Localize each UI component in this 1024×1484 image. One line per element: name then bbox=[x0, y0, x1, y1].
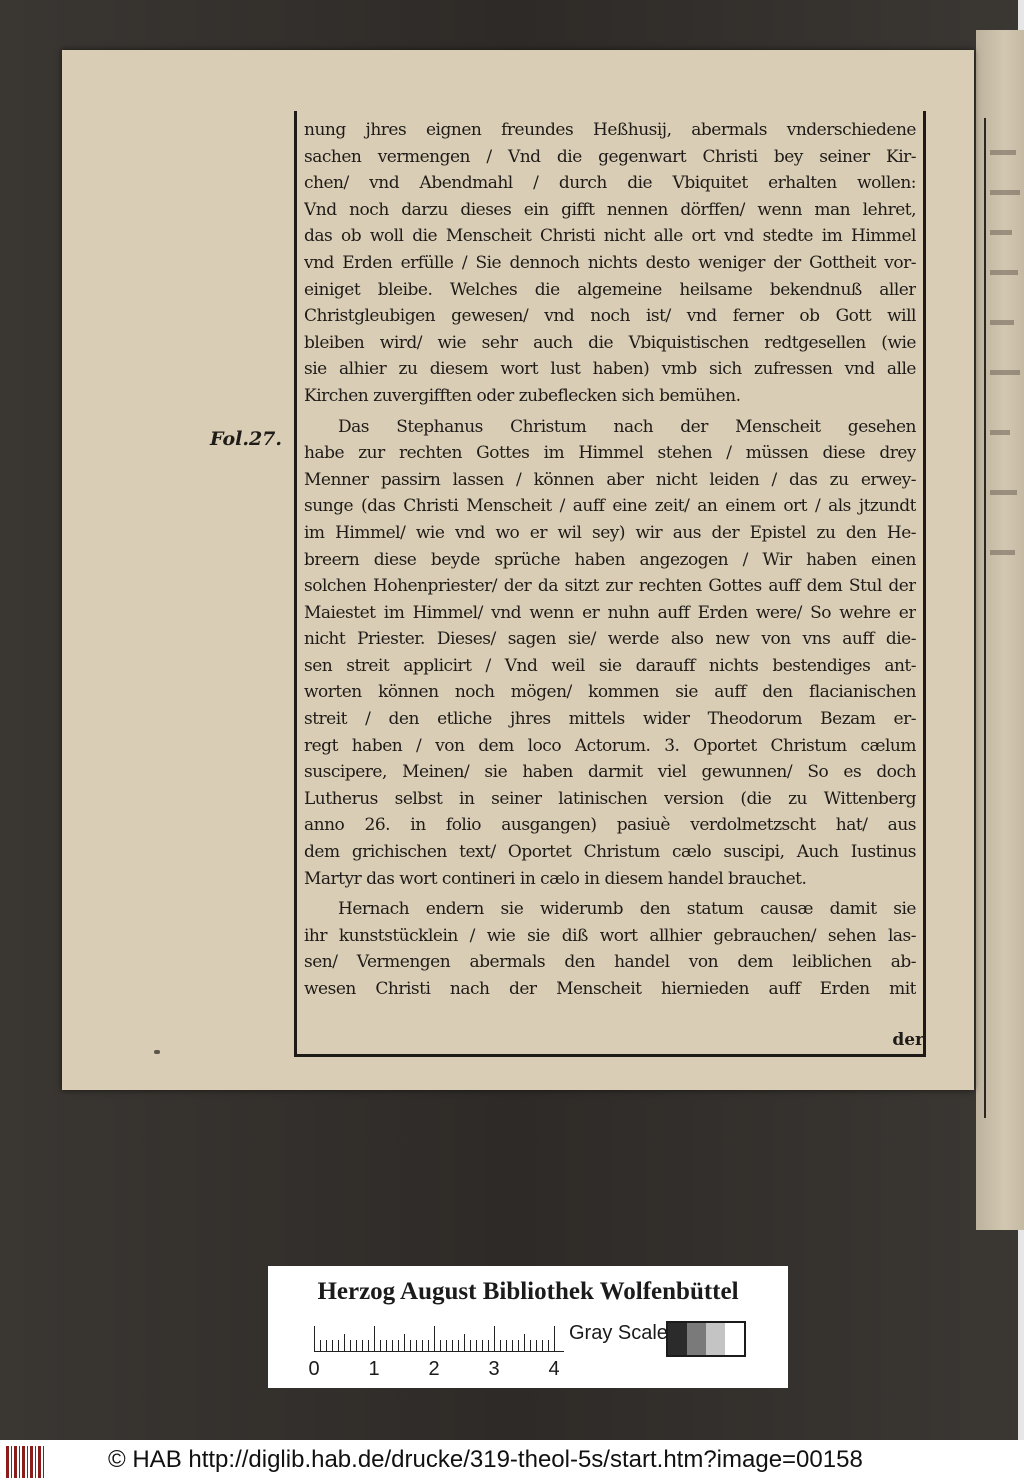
ruler-tick bbox=[326, 1340, 327, 1352]
gray-swatch bbox=[687, 1323, 706, 1355]
ruler-baseline bbox=[314, 1351, 564, 1352]
ruler-tick bbox=[332, 1340, 333, 1352]
ruler-tick bbox=[404, 1334, 405, 1352]
margin-note: Fol.27. bbox=[210, 428, 283, 450]
text-line: Christgleubigen gewesen/ vnd noch ist/ vnd ferner ob Gott will bbox=[304, 306, 916, 327]
ruler-tick bbox=[548, 1340, 549, 1352]
ruler-tick bbox=[338, 1340, 339, 1352]
ruler-tick bbox=[320, 1340, 321, 1352]
ruler-tick bbox=[428, 1340, 429, 1352]
text-line: bleiben wird/ wie sehr auch die Vbiquistischen redtgesellen (wie bbox=[304, 332, 916, 353]
ink-speck bbox=[154, 1050, 160, 1054]
ruler-tick bbox=[368, 1340, 369, 1352]
ruler-tick bbox=[446, 1340, 447, 1352]
ruler-number: 2 bbox=[428, 1358, 440, 1380]
ruler-tick bbox=[470, 1340, 471, 1352]
ruler-number: 4 bbox=[548, 1358, 560, 1380]
ruler-tick bbox=[518, 1340, 519, 1352]
ruler-tick bbox=[458, 1340, 459, 1352]
text-line: sen/ Vermengen abermals den handel von dem leiblichen ab- bbox=[304, 952, 916, 973]
ruler-tick bbox=[362, 1340, 363, 1352]
text-line: sen streit applicirt / Vnd weil sie darauff nichts bestendiges ant- bbox=[304, 655, 916, 676]
text-line: Martyr das wort contineri in cælo in diesem handel brauchet. bbox=[304, 868, 807, 889]
hab-barcode-icon bbox=[6, 1446, 46, 1478]
ruler-tick bbox=[494, 1326, 495, 1352]
text-line: suscipere, Meinen/ sie haben darmit viel gewunnen/ So es doch bbox=[304, 762, 916, 783]
ruler-tick bbox=[374, 1326, 375, 1352]
text-line: regt haben / von dem loco Actorum. 3. Oportet Christum cælum bbox=[304, 735, 916, 756]
gray-swatch bbox=[668, 1323, 687, 1355]
scale-card bbox=[268, 1266, 788, 1388]
text-line: chen/ vnd Abendmahl / durch die Vbiquitet erhalten wollen: bbox=[304, 173, 916, 194]
text-line: einiget bleibe. Welches die algemeine heilsame bekendnuß aller bbox=[304, 279, 916, 300]
text-line: Maiestet im Himmel/ vnd wenn er nuhn auff Erden were/ So wehre er bbox=[304, 602, 916, 623]
text-line: Kirchen zuvergifften oder zubeflecken sich bemühen. bbox=[304, 385, 741, 406]
ruler-tick bbox=[440, 1340, 441, 1352]
text-line: sunge (das Christi Menscheit / auff eine zeit/ an einem ort / als jtzundt bbox=[304, 496, 916, 517]
text-line: nicht Priester. Dieses/ sagen sie/ werde also new von vns auff die- bbox=[304, 629, 916, 650]
text-line: ihr kunststücklein / wie sie diß wort allhier gebrauchen/ sehen las- bbox=[304, 925, 916, 946]
ruler-number: 0 bbox=[308, 1358, 320, 1380]
text-line: anno 26. in folio ausgangen) pasiuè verdolmetzscht hat/ aus bbox=[304, 815, 916, 836]
text-line: Lutherus selbst in seiner latinischen version (die zu Wittenberg bbox=[304, 788, 916, 809]
text-line: sie alhier zu diesem wort lust haben) vmb sich zufressen vnd alle bbox=[304, 359, 916, 380]
ruler-tick bbox=[344, 1334, 345, 1352]
text-line: Menner passirn lassen / können aber nicht leiden / das zu erwey- bbox=[304, 469, 916, 490]
ruler-tick bbox=[398, 1340, 399, 1352]
ruler-number: 1 bbox=[368, 1358, 380, 1380]
cm-ruler bbox=[314, 1326, 564, 1352]
frame-rule-right bbox=[923, 111, 926, 1055]
ruler-tick bbox=[524, 1334, 525, 1352]
facing-page-edge bbox=[976, 30, 1024, 1230]
text-line: dem grichischen text/ Oportet Christum cælo suscipi, Auch Iustinus bbox=[304, 842, 916, 863]
text-line: worten können noch mögen/ kommen sie auff den flacianischen bbox=[304, 682, 916, 703]
gray-scale-label: Gray Scale bbox=[569, 1322, 668, 1344]
text-line: streit / den etliche jhres mittels wider Theodorum Bezam er- bbox=[304, 709, 916, 730]
text-block bbox=[294, 111, 926, 1049]
ruler-tick bbox=[530, 1340, 531, 1352]
ruler-tick bbox=[380, 1340, 381, 1352]
ruler-tick bbox=[542, 1340, 543, 1352]
footer-link[interactable]: © HAB http://diglib.hab.de/drucke/319-theol-5s/start.htm?image=00158 bbox=[108, 1446, 863, 1473]
text-line: Vnd noch darzu dieses ein gifft nennen dörffen/ wenn man lehret, bbox=[304, 199, 916, 220]
text-line: breern diese beyde sprüche haben angezogen / Wir haben einen bbox=[304, 549, 916, 570]
ruler-tick bbox=[554, 1326, 555, 1352]
frame-rule-left bbox=[294, 111, 297, 1055]
ruler-tick bbox=[416, 1340, 417, 1352]
catchword: der bbox=[892, 1030, 924, 1050]
ruler-tick bbox=[356, 1340, 357, 1352]
gray-scale-bar bbox=[666, 1321, 746, 1357]
ruler-tick bbox=[392, 1340, 393, 1352]
ruler-tick bbox=[422, 1340, 423, 1352]
ruler-tick bbox=[482, 1340, 483, 1352]
ruler-tick bbox=[350, 1340, 351, 1352]
text-line: nung jhres eignen freundes Heßhusij, abermals vnderschiedene bbox=[304, 120, 916, 140]
ruler-tick bbox=[464, 1334, 465, 1352]
text-line: wesen Christi nach der Menscheit hiernieden auff Erden mit bbox=[304, 979, 916, 999]
ruler-tick bbox=[512, 1340, 513, 1352]
text-line: das ob woll die Menscheit Christi nicht alle ort vnd stedte im Himmel bbox=[304, 226, 916, 247]
ruler-tick bbox=[410, 1340, 411, 1352]
text-lines bbox=[304, 117, 916, 1003]
text-line: vnd Erden erfülle / Sie dennoch nichts desto weniger der Gottheit vor- bbox=[304, 252, 916, 273]
ruler-tick bbox=[452, 1340, 453, 1352]
footer-bar bbox=[0, 1440, 1024, 1484]
ruler-tick bbox=[386, 1340, 387, 1352]
ruler-tick bbox=[314, 1326, 315, 1352]
ruler-tick bbox=[506, 1340, 507, 1352]
ruler-tick bbox=[536, 1340, 537, 1352]
text-line: Hernach endern sie widerumb den statum causæ damit sie bbox=[338, 899, 916, 920]
ruler-tick bbox=[488, 1340, 489, 1352]
text-line: im Himmel/ wie vnd wo er wil sey) wir aus der Epistel zu den He- bbox=[304, 522, 916, 543]
library-title: Herzog August Bibliothek Wolfenbüttel bbox=[317, 1278, 739, 1305]
ruler-tick bbox=[434, 1326, 435, 1352]
text-line: habe zur rechten Gottes im Himmel stehen / müssen diese drey bbox=[304, 443, 916, 464]
text-line: sachen vermengen / Vnd die gegenwart Christi bey seiner Kir- bbox=[304, 146, 916, 167]
ruler-tick bbox=[476, 1340, 477, 1352]
ruler-tick bbox=[500, 1340, 501, 1352]
frame-rule-bottom bbox=[294, 1054, 926, 1057]
text-line: Das Stephanus Christum nach der Menscheit gesehen bbox=[338, 416, 916, 437]
text-line: solchen Hohenpriester/ der da sitzt zur rechten Gottes auff dem Stul der bbox=[304, 576, 916, 597]
gray-swatch bbox=[706, 1323, 725, 1355]
gray-swatch bbox=[725, 1323, 744, 1355]
ruler-number: 3 bbox=[488, 1358, 500, 1380]
